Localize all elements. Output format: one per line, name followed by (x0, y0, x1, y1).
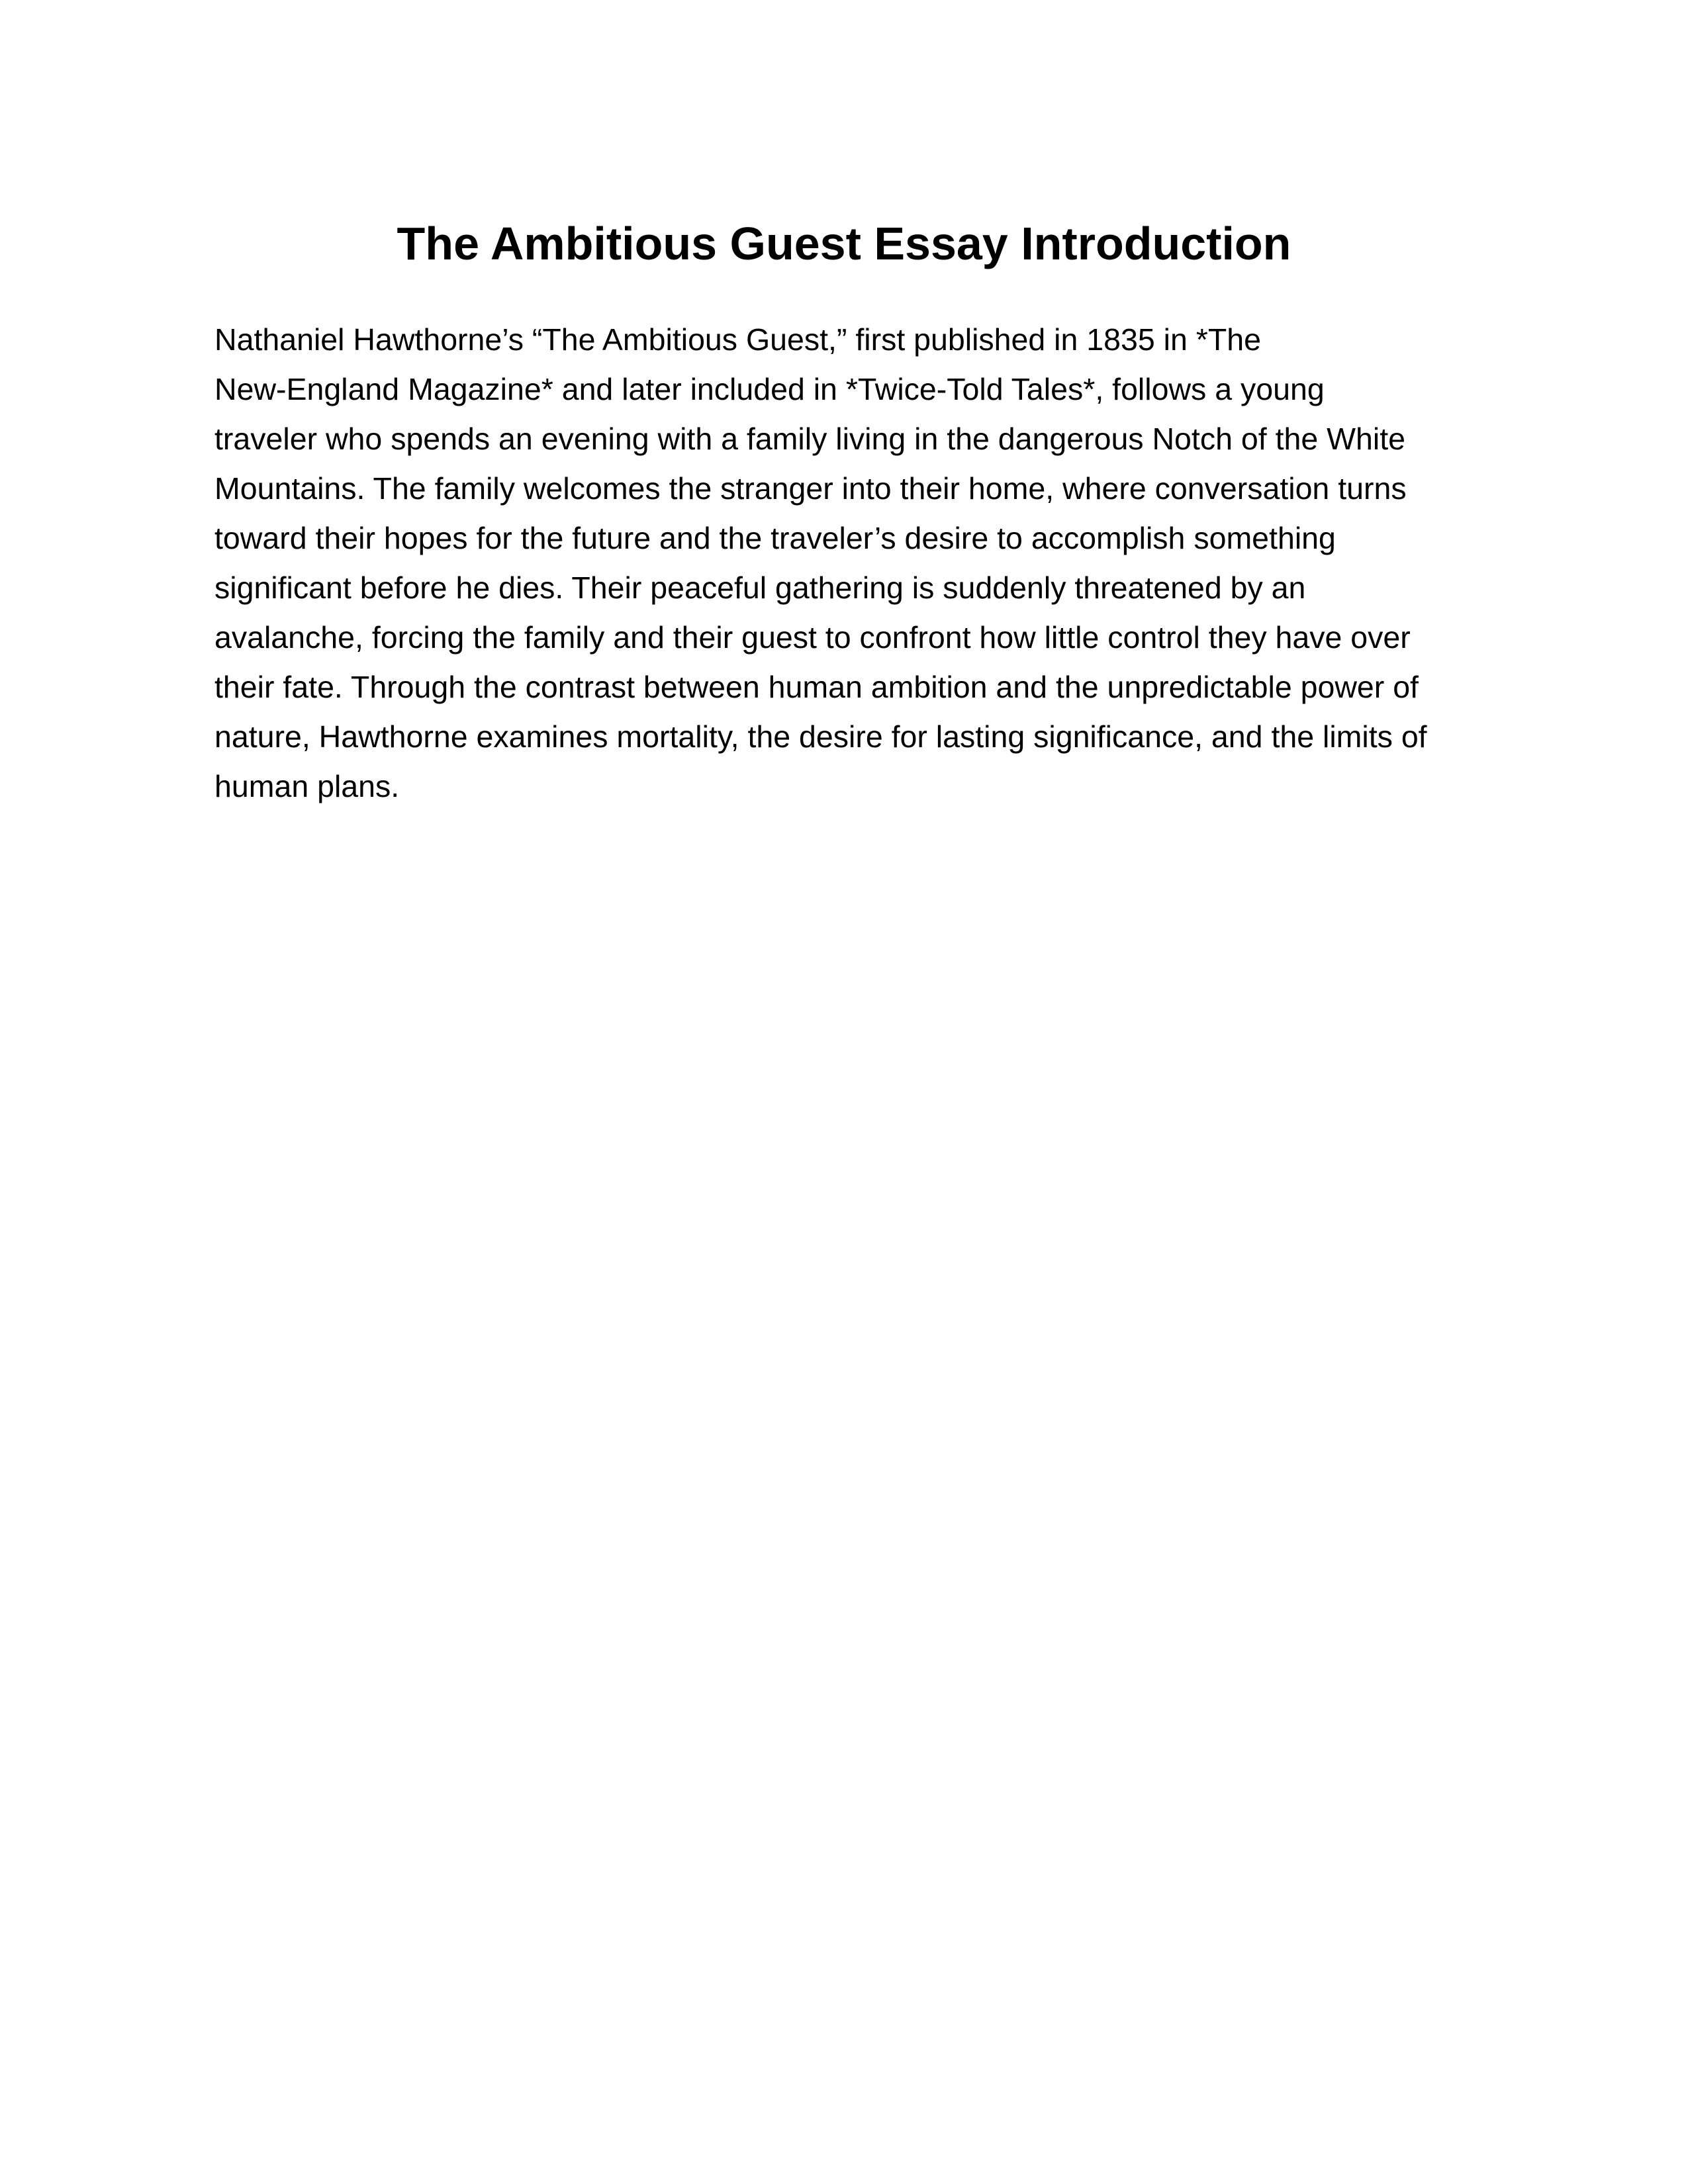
paragraph-line: nature, Hawthorne examines mortality, the desire for lasting significance, and the limits of (214, 719, 1427, 754)
paragraph-line: significant before he dies. Their peaceful gathering is suddenly threatened by an (214, 570, 1306, 605)
paragraph-line: toward their hopes for the future and the traveler’s desire to accomplish something (214, 521, 1336, 555)
paragraph-line: human plans. (214, 769, 400, 803)
paragraph-line: Mountains. The family welcomes the stranger into their home, where conversation turns (214, 471, 1407, 506)
paragraph-line: avalanche, forcing the family and their guest to confront how little control they have over (214, 620, 1411, 655)
paragraph-line: Nathaniel Hawthorne’s “The Ambitious Guest,” first published in 1835 in *The (214, 322, 1261, 357)
document-title: The Ambitious Guest Essay Introduction (397, 218, 1291, 269)
paragraph-line: traveler who spends an evening with a family living in the dangerous Notch of the White (214, 422, 1405, 456)
intro-paragraph (214, 315, 1499, 811)
paragraph-line: New-England Magazine* and later included in *Twice-Told Tales*, follows a young (214, 372, 1325, 406)
paragraph-line: their fate. Through the contrast between human ambition and the unpredictable power of (214, 670, 1419, 704)
